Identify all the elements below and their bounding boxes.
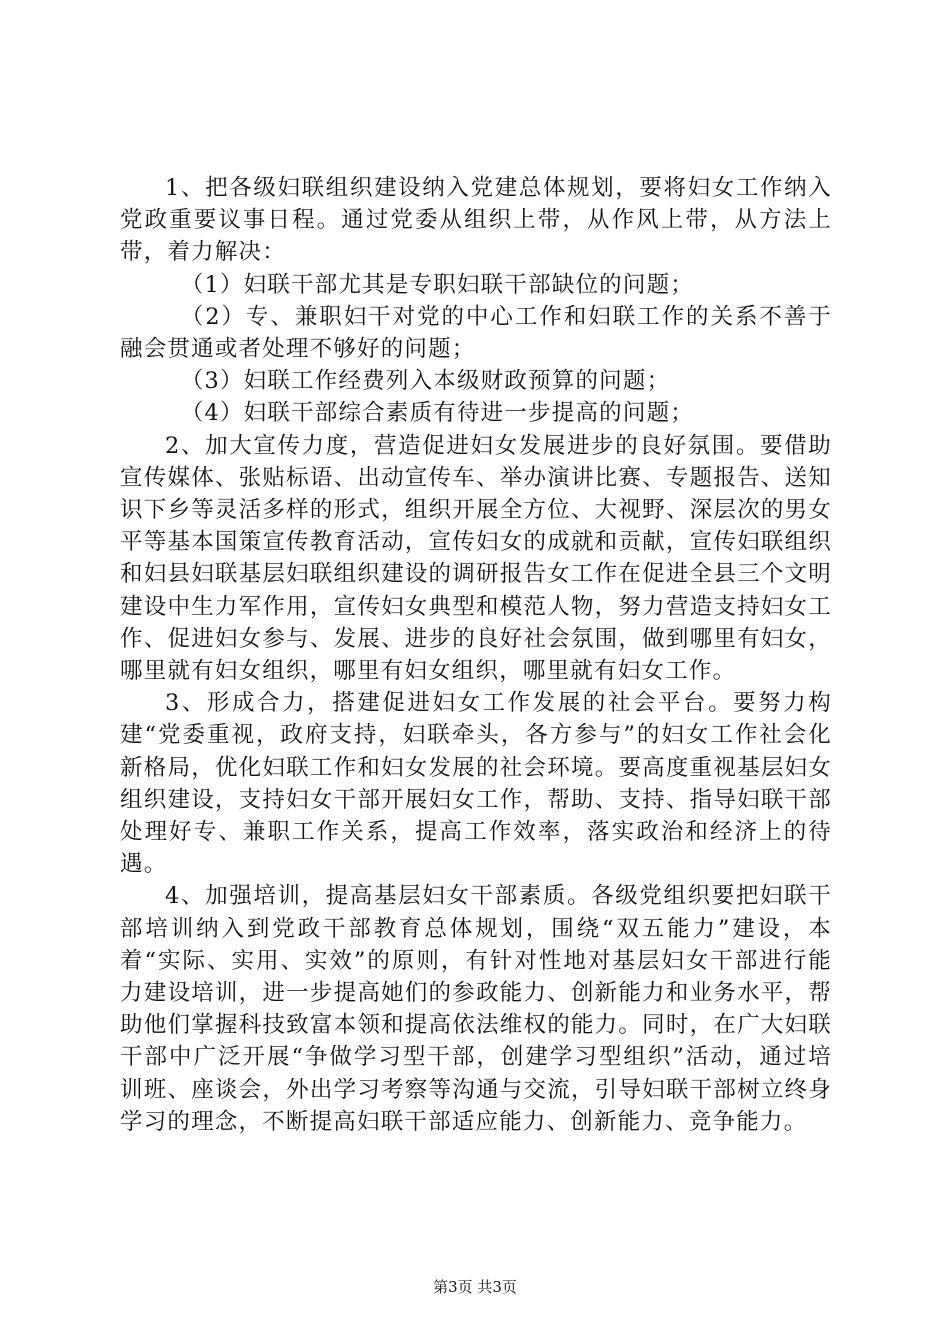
document-body bbox=[120, 172, 832, 1138]
paragraph-item-1: 1、把各级妇联组织建设纳入党建总体规划，要将妇女工作纳入党政重要议事日程。通过党委从组织上带，从作风上带，从方法上带，着力解决： bbox=[120, 175, 832, 266]
paragraph-subitem-4: （4）妇联干部综合素质有待进一步提高的问题； bbox=[180, 400, 694, 427]
paragraph-item-2: 2、加大宣传力度，营造促进妇女发展进步的良好氛围。要借助宣传媒体、张贴标语、出动宣传车、举办演讲比赛、专题报告、送知识下乡等灵活多样的形式，组织开展全方位、大视野、深层次的男女平等基本国策宣传教育活动，宣传妇女的成就和贡献，宣传妇联组织和妇县妇联基层妇联组织建设的调研报告女工作在促进全县三个文明建设中生力军作用，宣传妇女典型和模范人物，努力营造支持妇女工作、促进妇女参与、发展、进步的良好社会氛围，做到哪里有妇女，哪里就有妇女组织，哪里有妇女组织，哪里就有妇女工作。 bbox=[120, 432, 832, 685]
paragraph-subitem-1: （1）妇联干部尤其是专职妇联干部缺位的问题； bbox=[180, 271, 694, 298]
page-number-footer: 第3页 共3页 bbox=[433, 1278, 517, 1296]
paragraph-item-4: 4、加强培训，提高基层妇女干部素质。各级党组织要把妇联干部培训纳入到党政干部教育总体规划，围绕“双五能力”建设，本着“实际、实用、实效”的原则，有针对性地对基层妇女干部进行能力建设培训，进一步提高她们的参政能力、创新能力和业务水平，帮助他们掌握科技致富本领和提高依法维权的能力。同时，在广大妇联干部中广泛开展“争做学习型干部，创建学习型组织”活动，通过培训班、座谈会，外出学习考察等沟通与交流，引导妇联干部树立终身学习的理念，不断提高妇联干部适应能力、创新能力、竞争能力。 bbox=[120, 883, 832, 1135]
paragraph-subitem-3: （3）妇联工作经费列入本级财政预算的问题； bbox=[180, 368, 671, 395]
paragraph-item-3: 3、形成合力，搭建促进妇女工作发展的社会平台。要努力构建“党委重视，政府支持，妇联牵头，各方参与”的妇女工作社会化新格局，优化妇联工作和妇女发展的社会环境。要高度重视基层妇女组织建设，支持妇女干部开展妇女工作，帮助、支持、指导妇联干部处理好专、兼职工作关系，提高工作效率，落实政治和经济上的待遇。 bbox=[120, 690, 832, 878]
paragraph-subitem-2: （2）专、兼职妇干对党的中心工作和妇联工作的关系不善于融会贯通或者处理不够好的问题； bbox=[120, 303, 832, 363]
